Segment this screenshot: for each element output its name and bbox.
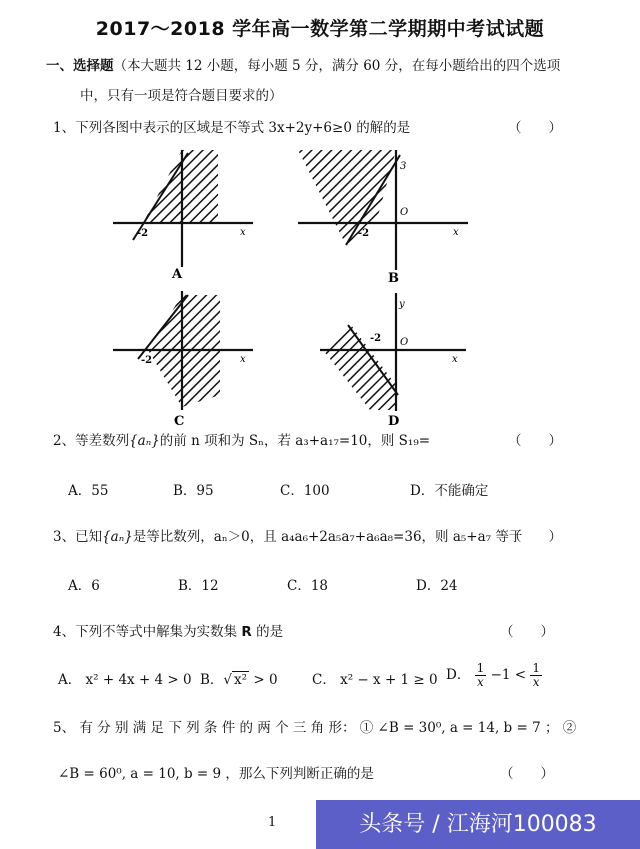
fig-b-tick3: 3 xyxy=(400,161,407,172)
q2-option-a: A．55 xyxy=(68,483,109,499)
section-instructions xyxy=(46,56,560,76)
figure-b xyxy=(298,150,468,286)
q4-stem-r: R xyxy=(241,624,252,640)
q4-option-d xyxy=(446,662,542,689)
page-title: 2017～2018 学年高一数学第二学期期中考试试题 xyxy=(95,18,545,40)
q4-stem-a: 4、下列不等式中解集为实数集 xyxy=(53,624,242,640)
fig-d-x: x xyxy=(452,354,458,365)
section-heading: 一、选择题 xyxy=(46,58,114,74)
fig-label-c: C xyxy=(174,414,185,428)
q5-line2: ∠B = 60⁰, a = 10, b = 9 ，那么下列判断正确的是 xyxy=(58,766,374,782)
figure-c xyxy=(113,291,253,428)
q4-option-d-mid: −1 < xyxy=(490,667,527,683)
section-instruction-line2: 中，只有一项是符合题目要求的） xyxy=(80,88,283,104)
fig-label-a: A xyxy=(172,267,183,282)
fig-c-x: x xyxy=(240,354,246,365)
q3-sequence: {aₙ} xyxy=(102,529,133,545)
q4-option-d-num1: 1 xyxy=(476,661,485,675)
q3-stem-a: 3、已知 xyxy=(53,529,103,545)
q4-stem-b: 的是 xyxy=(251,624,284,640)
fig-c-tick: -2 xyxy=(141,355,153,366)
fig-label-b: B xyxy=(388,271,399,286)
watermark-text: 头条号 / 江海河100083 xyxy=(359,812,597,837)
q2-answer-paren: （ ） xyxy=(508,433,562,449)
fig-a-tick: -2 xyxy=(137,228,149,239)
q2-stem-a: 2、等差数列 xyxy=(53,433,130,449)
q4-option-d-den1: x xyxy=(477,675,484,689)
q5-line1: 5、 有 分 别 满 足 下 列 条 件 的 两 个 三 角 形： ① ∠B = 30⁰, a = 14, b = 7 ； ② xyxy=(53,720,577,736)
q4-option-b: B．√ x² > 0 xyxy=(200,672,278,688)
fig-b-x: x xyxy=(453,227,459,238)
q4-option-d-label: D． xyxy=(446,667,471,683)
q4-option-d-fraction2 xyxy=(530,662,542,689)
q3-option-d: D．24 xyxy=(416,578,458,594)
fig-b-tick: -2 xyxy=(358,228,370,239)
q4-stem xyxy=(53,622,283,642)
q2-option-b: B．95 xyxy=(173,483,214,499)
q4-option-d-den2: x xyxy=(532,675,540,689)
q2-stem xyxy=(53,431,430,451)
q1-figures xyxy=(108,145,474,428)
fig-a-x: x xyxy=(240,227,246,238)
page-number: 1 xyxy=(268,815,277,830)
q5-answer-paren: （ ） xyxy=(500,766,554,782)
q2-sequence: {aₙ} xyxy=(129,433,160,449)
fig-b-origin: O xyxy=(400,207,409,218)
q3-option-b: B．12 xyxy=(178,578,219,594)
q2-stem-b: 的前 n 项和为 Sₙ，若 a₃+a₁₇=10，则 S₁₉= xyxy=(159,433,431,449)
q4-option-b-radicand: x² xyxy=(234,672,248,688)
section-instruction-line1: （本大题共 12 小题，每小题 5 分，满分 60 分，在每小题给出的四个选项 xyxy=(113,58,561,74)
q4-option-b-rest: > 0 xyxy=(249,672,278,688)
q4-option-b-label: B． xyxy=(200,672,224,688)
fig-label-d: D xyxy=(388,414,400,428)
q2-option-c: C．100 xyxy=(280,483,330,499)
fig-d-origin: O xyxy=(400,337,409,348)
fig-d-y: y xyxy=(399,299,405,310)
q3-stem xyxy=(53,527,522,547)
q3-option-c: C．18 xyxy=(287,578,329,594)
q4-option-d-fraction1 xyxy=(475,662,487,689)
q1-stem: 1、下列各图中表示的区域是不等式 3x+2y+6≥0 的解的是 xyxy=(53,120,411,136)
figure-a xyxy=(113,150,253,295)
q3-stem-b: 是等比数列，aₙ＞0，且 a₄a₆+2a₅a₇+a₆a₈=36，则 a₅+a₇ 等于 xyxy=(132,529,523,545)
q1-answer-paren: （ ） xyxy=(508,120,562,136)
q3-answer-paren: （ ） xyxy=(508,529,562,545)
q2-option-d: D．不能确定 xyxy=(410,483,489,499)
q3-option-a: A．6 xyxy=(68,578,100,594)
q4-answer-paren: （ ） xyxy=(500,624,554,640)
q4-option-c: C． x² − x + 1 ≥ 0 xyxy=(312,672,438,688)
fig-d-tick: -2 xyxy=(370,333,382,344)
q4-option-a: A． x² + 4x + 4 > 0 xyxy=(58,672,192,688)
q4-option-d-num2: 1 xyxy=(532,661,541,675)
figure-d xyxy=(320,293,466,428)
